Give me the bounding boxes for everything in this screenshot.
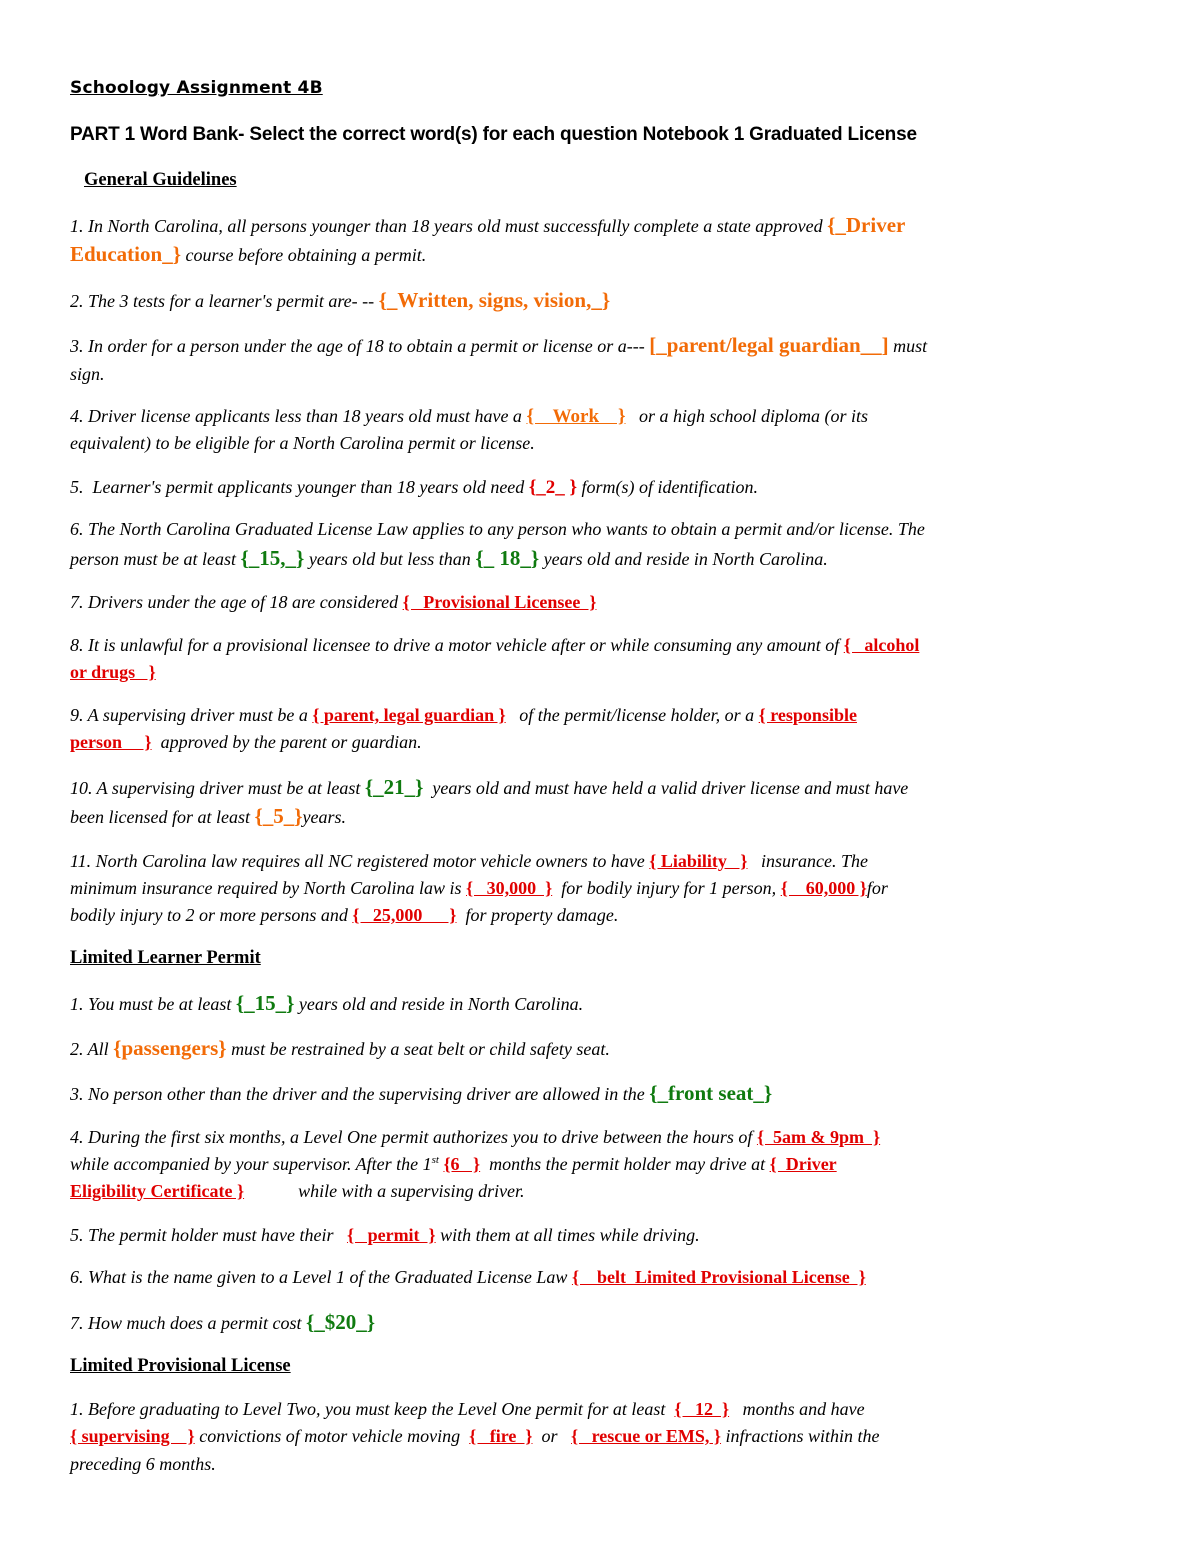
question-text: 2. The 3 tests for a learner's permit are- -- xyxy=(70,291,379,311)
answer-driver: {_Driver xyxy=(827,213,906,237)
answer-60000: { 60,000 } xyxy=(780,878,867,898)
question-text: person must be at least xyxy=(70,549,241,569)
answer-front-seat: {_front seat_} xyxy=(649,1081,773,1105)
answer-alcohol: { alcohol xyxy=(843,635,920,655)
question-text: years old and reside in North Carolina. xyxy=(539,549,828,569)
permit-question-4-line-1 xyxy=(70,1126,880,1148)
answer-provisional-licensee: { Provisional Licensee } xyxy=(402,592,597,612)
part-heading: PART 1 Word Bank- Select the correct word(s) for each question Notebook 1 Graduated License xyxy=(70,124,917,145)
question-text: for bodily injury for 1 person, xyxy=(552,878,781,898)
question-8-line-2 xyxy=(70,661,156,683)
permit-question-5 xyxy=(70,1224,700,1246)
question-text: for xyxy=(866,878,888,898)
question-text: 6. What is the name given to a Level 1 of the Graduated License Law xyxy=(70,1267,572,1287)
answer-liability: { Liability } xyxy=(649,851,748,871)
answer-or-drugs: or drugs } xyxy=(70,662,156,682)
question-text: form(s) of identification. xyxy=(577,477,759,497)
permit-question-2 xyxy=(70,1037,610,1060)
permit-question-3 xyxy=(70,1082,772,1105)
answer-permit: { permit } xyxy=(346,1225,436,1245)
question-9-line-1 xyxy=(70,704,857,726)
question-text: insurance. The xyxy=(747,851,868,871)
question-text: bodily injury to 2 or more persons and xyxy=(70,905,353,925)
question-11-line-1 xyxy=(70,850,868,872)
answer-fifteen: {_15,_} xyxy=(240,546,305,570)
question-text: 7. How much does a permit cost xyxy=(70,1313,306,1333)
question-4-line-2: equivalent) to be eligible for a North Carolina permit or license. xyxy=(70,433,535,453)
question-text: while with a supervising driver. xyxy=(244,1181,525,1201)
question-text: infractions within the xyxy=(721,1426,880,1446)
question-text: convictions of motor vehicle moving xyxy=(194,1426,470,1446)
question-text: been licensed for at least xyxy=(70,807,255,827)
question-text: of the permit/license holder, or a xyxy=(505,705,759,725)
question-text: 3. In order for a person under the age of 18 to obtain a permit or license or a--- xyxy=(70,336,650,356)
question-6-line-1: 6. The North Carolina Graduated License Law applies to any person who wants to obtain a permit and/or license. The xyxy=(70,519,925,539)
provisional-question-1-line-1 xyxy=(70,1398,865,1420)
answer-driver-eligibility: { Driver xyxy=(769,1154,837,1174)
question-text: months and have xyxy=(729,1399,865,1419)
question-text: or a high school diploma (or its xyxy=(625,406,869,426)
answer-eighteen: {_ 18_} xyxy=(475,546,540,570)
question-1-line-2 xyxy=(70,243,426,266)
question-text: must be restrained by a seat belt or child safety seat. xyxy=(226,1039,610,1059)
answer-30000: { 30,000 } xyxy=(466,878,553,898)
question-2 xyxy=(70,289,610,312)
question-text: 1. Before graduating to Level Two, you must keep the Level One permit for at least xyxy=(70,1399,675,1419)
answer-fifteen: {_15_} xyxy=(235,991,295,1015)
question-text: years. xyxy=(302,807,347,827)
question-text: with them at all times while driving. xyxy=(435,1225,700,1245)
answer-tests: {_Written, signs, vision,_} xyxy=(378,288,611,312)
question-4-line-1 xyxy=(70,405,868,428)
question-6-line-2 xyxy=(70,547,828,570)
section-heading-permit: Limited Learner Permit xyxy=(70,948,261,968)
question-text: or xyxy=(532,1426,572,1446)
permit-question-4-line-3 xyxy=(70,1180,525,1202)
question-text: 3. No person other than the driver and the supervising driver are allowed in the xyxy=(70,1084,650,1104)
permit-question-4-line-2 xyxy=(70,1153,837,1175)
question-8-line-1 xyxy=(70,634,919,656)
answer-two: {_2_ } xyxy=(528,477,578,498)
answer-passengers: {passengers} xyxy=(113,1036,227,1060)
question-text: 7. Drivers under the age of 18 are considered xyxy=(70,592,403,612)
provisional-question-1-line-3: preceding 6 months. xyxy=(70,1454,216,1474)
question-text: 1. In North Carolina, all persons younger than 18 years old must successfully complete a state approved xyxy=(70,216,828,236)
answer-hours: { 5am & 9pm } xyxy=(756,1127,881,1147)
question-text: 4. Driver license applicants less than 18 years old must have a xyxy=(70,406,527,426)
answer-parent-guardian: [_parent/legal guardian__] xyxy=(649,333,889,357)
permit-question-6 xyxy=(70,1266,866,1288)
question-text: minimum insurance required by North Carolina law is xyxy=(70,878,466,898)
answer-work: { Work } xyxy=(526,406,626,427)
answer-supervising: { supervising } xyxy=(70,1426,195,1446)
answer-rescue-ems: { rescue or EMS, } xyxy=(571,1426,722,1446)
permit-question-1 xyxy=(70,992,583,1015)
question-7 xyxy=(70,591,596,613)
answer-six: {6 } xyxy=(443,1154,481,1174)
provisional-question-1-line-2 xyxy=(70,1425,880,1447)
question-11-line-2 xyxy=(70,877,888,899)
answer-parent-legal-guardian: { parent, legal guardian } xyxy=(312,705,506,725)
question-text: course before obtaining a permit. xyxy=(180,245,427,265)
question-3-line-2: sign. xyxy=(70,364,105,384)
question-10-line-1 xyxy=(70,776,908,799)
answer-person: person } xyxy=(70,732,152,752)
question-text: years old and must have held a valid driver license and must have xyxy=(423,778,909,798)
question-text: 11. North Carolina law requires all NC registered motor vehicle owners to have xyxy=(70,851,650,871)
question-text: years old but less than xyxy=(304,549,476,569)
answer-five: {_5_} xyxy=(254,804,303,828)
answer-education: Education_} xyxy=(70,242,181,266)
question-text: for property damage. xyxy=(456,905,619,925)
question-text: 5. Learner's permit applicants younger than 18 years old need xyxy=(70,477,529,497)
ordinal-suffix: st xyxy=(431,1154,439,1166)
question-text: 9. A supervising driver must be a xyxy=(70,705,313,725)
question-text: while accompanied by your supervisor. After the 1 xyxy=(70,1154,432,1174)
document-title: Schoology Assignment 4B xyxy=(70,78,323,98)
question-text: approved by the parent or guardian. xyxy=(151,732,422,752)
answer-eligibility-certificate: Eligibility Certificate } xyxy=(70,1181,245,1201)
answer-twelve: { 12 } xyxy=(674,1399,730,1419)
question-text: 4. During the first six months, a Level One permit authorizes you to drive between the hours of xyxy=(70,1127,757,1147)
question-11-line-3 xyxy=(70,904,618,926)
section-heading-general: General Guidelines xyxy=(84,170,237,190)
answer-limited-provisional-license: { belt Limited Provisional License } xyxy=(571,1267,866,1287)
question-3-line-1 xyxy=(70,334,927,357)
question-text: 1. You must be at least xyxy=(70,994,236,1014)
question-text: years old and reside in North Carolina. xyxy=(294,994,584,1014)
question-10-line-2 xyxy=(70,805,346,828)
answer-cost: {_$20_} xyxy=(305,1310,376,1334)
answer-responsible: { responsible xyxy=(758,705,857,725)
question-text: months the permit holder may drive at xyxy=(480,1154,770,1174)
answer-twenty-one: {_21_} xyxy=(364,775,424,799)
answer-fire: { fire } xyxy=(469,1426,533,1446)
answer-25000: { 25,000 } xyxy=(352,905,457,925)
permit-question-7 xyxy=(70,1311,375,1334)
question-text: must xyxy=(888,336,928,356)
question-1-line-1 xyxy=(70,214,905,237)
section-heading-provisional: Limited Provisional License xyxy=(70,1356,291,1376)
question-text: 8. It is unlawful for a provisional licensee to drive a motor vehicle after or while consuming any amount of xyxy=(70,635,844,655)
question-9-line-2 xyxy=(70,731,422,753)
question-text: 5. The permit holder must have their xyxy=(70,1225,347,1245)
question-text: 2. All xyxy=(70,1039,114,1059)
question-5 xyxy=(70,476,758,499)
question-text: 10. A supervising driver must be at least xyxy=(70,778,365,798)
